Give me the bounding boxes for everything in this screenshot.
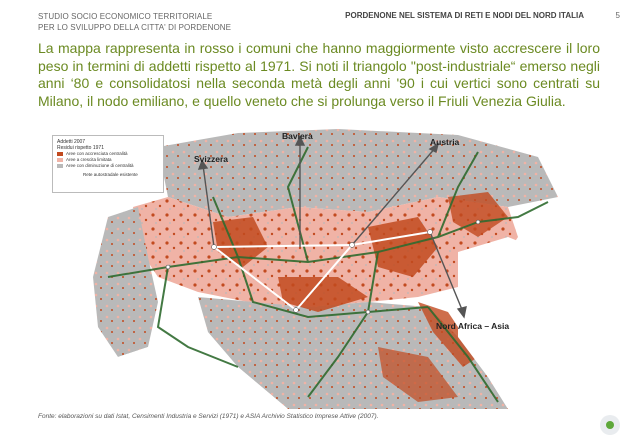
map-legend xyxy=(52,135,164,193)
legend-title: Addetti 2007 xyxy=(57,139,86,145)
legend-road-label: Rete autostradale esistente xyxy=(83,172,138,177)
page-number: 5 xyxy=(615,11,620,20)
header-org-line1: STUDIO SOCIO ECONOMICO TERRITORIALE xyxy=(38,12,213,21)
legend-swatch-decline xyxy=(57,164,63,168)
source-footnote: Fonte: elaborazioni su dati Istat, Censimenti Industria e Servizi (1971) e ASIA Archivio Statistico Imprese Attive (2007). xyxy=(38,413,379,420)
legend-subtitle: Residui rispetto 1971 xyxy=(57,145,104,151)
legend-label-limited: Aree a crescita limitata xyxy=(66,157,112,162)
label-nord-africa-asia: Nord Africa – Asia xyxy=(436,321,510,331)
header-organization xyxy=(38,11,231,33)
label-austria: Austria xyxy=(430,137,460,147)
map-area xyxy=(38,127,600,409)
alps-region xyxy=(158,129,558,217)
body-paragraph: La mappa rappresenta in rosso i comuni che hanno maggiormente visto accrescere il loro peso in termini di addetti rispetto al 1971. Si noti il triangolo "post-industriale“ emerso negli anni ‘80 e consolidatosi nella seconda metà degli anni '90 i cui vertici sono centrati su Milano, il nodo emiliano, e quello veneto che si prolunga verso il Friuli Venezia Giulia. xyxy=(38,40,600,109)
legend-item-decline xyxy=(57,163,159,169)
legend-swatch-limited xyxy=(57,158,63,162)
header-title: PORDENONE NEL SISTEMA DI RETI E NODI DEL NORD ITALIA xyxy=(345,11,584,20)
legend-label-growth: Aree con accresciuta centralità xyxy=(66,151,128,156)
legend-swatch-growth xyxy=(57,152,63,156)
label-baviera: Baviera xyxy=(282,131,313,141)
green-dot-logo-icon xyxy=(600,415,620,435)
label-svizzera: Svizzera xyxy=(194,154,229,164)
legend-label-decline: Aree con diminuzione di centralità xyxy=(66,163,134,168)
header-org-line2: PER LO SVILUPPO DELLA CITTA' DI PORDENONE xyxy=(38,23,232,32)
